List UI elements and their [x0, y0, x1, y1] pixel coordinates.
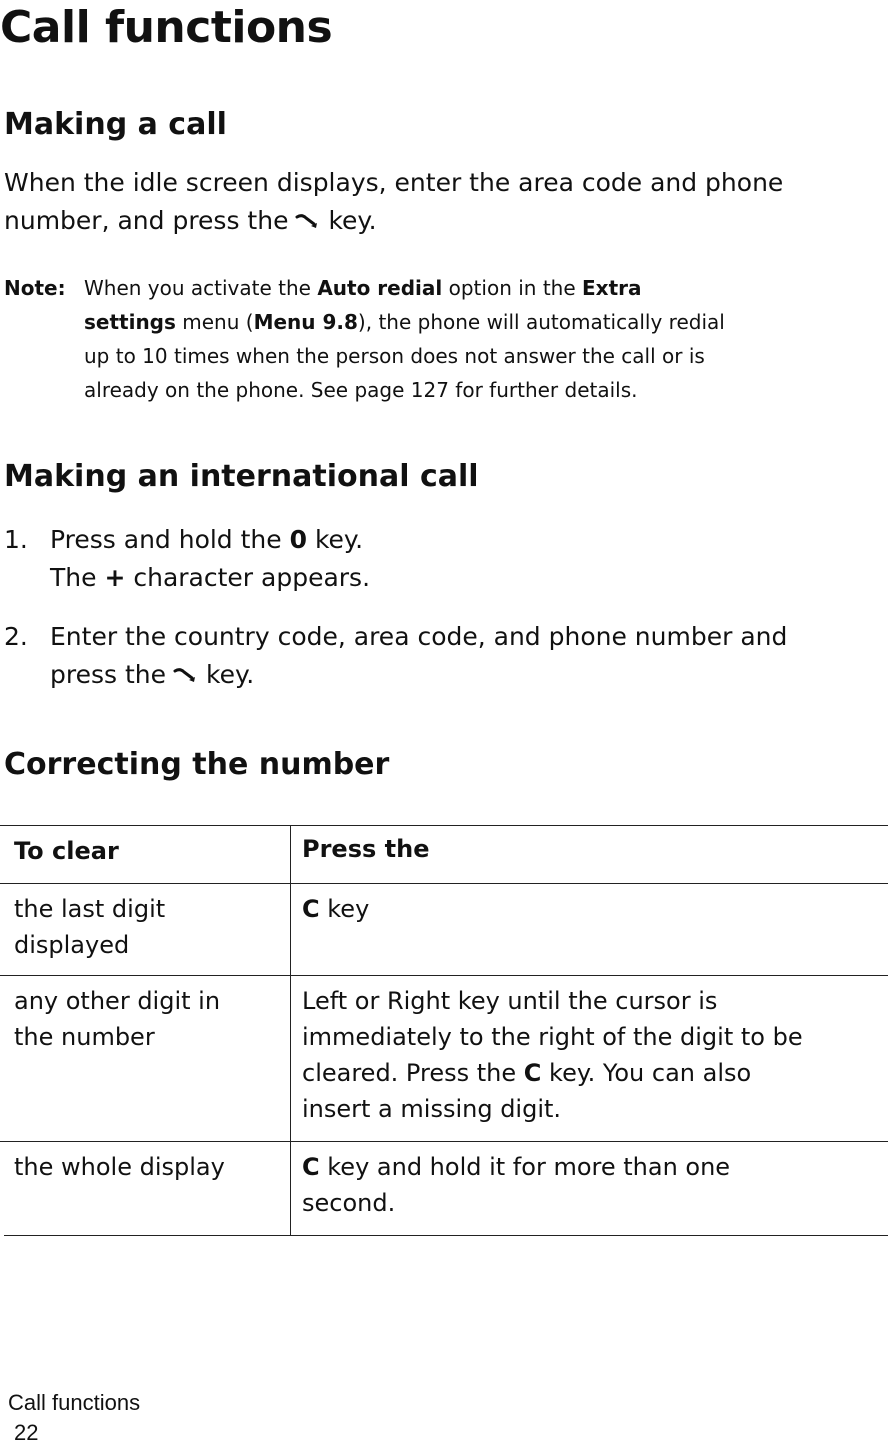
table-row-2-press-l3-post: key. You can also [549, 1059, 752, 1087]
section-heading-correcting-number: Correcting the number [4, 747, 390, 782]
table-row-3-press-line-2: second. [302, 1189, 396, 1217]
note-l2-bold-settings: settings [84, 310, 176, 334]
table-row-1-clear-line-1: the last digit [14, 895, 166, 923]
table-row-2-press-line-1: Left or Right key until the cursor is [302, 987, 718, 1015]
step-1-a-post: key. [314, 525, 364, 554]
table-row-2-press-line-3 [302, 1055, 751, 1091]
step-number-2: 2. [4, 622, 28, 651]
table-row-3-press-bold: C [302, 1153, 320, 1181]
table-row-3-press-line-1 [302, 1149, 730, 1185]
table-row-1-clear-line-2: displayed [14, 931, 130, 959]
note-l2-mid: menu ( [182, 310, 254, 334]
note-l1-bold-extra: Extra [582, 276, 642, 300]
section-heading-international-call: Making an international call [4, 459, 479, 494]
step-2-b-pre: press the [50, 660, 167, 689]
step-2-line-1: Enter the country code, area code, and phone number and [50, 622, 788, 651]
making-call-line-2-pre: number, and press the [4, 206, 289, 235]
note-line-3: up to 10 times when the person does not answer the call or is [84, 344, 705, 368]
correction-table [0, 825, 888, 1237]
table-row-2-press-line-4: insert a missing digit. [302, 1095, 562, 1123]
making-call-line-2 [4, 202, 377, 240]
table-row-3-clear-line-1: the whole display [14, 1153, 225, 1181]
note-l2-bold-menu: Menu 9.8 [253, 310, 358, 334]
table-row-1-press-bold: C [302, 895, 320, 923]
step-2-b-post: key. [206, 660, 255, 689]
step-1-b-pre: The [50, 563, 97, 592]
step-1-a-pre: Press and hold the [50, 525, 282, 554]
table-row-2-press-l3-pre: cleared. Press the [302, 1059, 517, 1087]
step-1-a-bold: 0 [289, 525, 308, 554]
table-row-3-press-text: key and hold it for more than one [319, 1153, 731, 1181]
step-1-line-1 [50, 521, 363, 559]
table-header-press-the: Press the [302, 835, 430, 863]
send-key-icon [294, 204, 322, 224]
table-header-to-clear: To clear [14, 837, 119, 865]
making-call-line-2-post: key. [328, 206, 377, 235]
table-row-2-press-l3-bold: C [523, 1059, 542, 1087]
table-rule-top [0, 825, 888, 826]
note-line-1 [84, 271, 884, 305]
step-2-line-2 [50, 656, 254, 694]
table-rule-row-2 [0, 1141, 888, 1142]
page-title: Call functions [0, 2, 333, 53]
table-row-2-clear-line-2: the number [14, 1023, 155, 1051]
step-1-line-2 [50, 559, 370, 597]
note-l1-pre: When you activate the [84, 276, 311, 300]
table-column-divider [290, 825, 291, 1235]
making-call-line-1: When the idle screen displays, enter the area code and phone [4, 168, 784, 197]
step-1-b-bold: + [104, 563, 126, 592]
table-row-2-clear-line-1: any other digit in [14, 987, 221, 1015]
step-number-1: 1. [4, 525, 28, 554]
table-rule-bottom [4, 1235, 888, 1236]
table-rule-row-1 [0, 975, 888, 976]
note-text [84, 271, 884, 407]
footer-page-number: 22 [14, 1420, 39, 1445]
note-l1-bold-auto-redial: Auto redial [317, 276, 443, 300]
send-key-icon [172, 658, 200, 678]
footer-section-name: Call functions [8, 1390, 141, 1415]
note-l1-mid: option in the [448, 276, 576, 300]
note-l2-post: ), the phone will automatically redial [357, 310, 725, 334]
table-row-1-press [302, 891, 369, 927]
table-row-2-press-line-2: immediately to the right of the digit to be [302, 1023, 803, 1051]
table-rule-header [0, 883, 888, 884]
note-line-2 [84, 305, 884, 339]
note-label: Note: [4, 276, 66, 300]
table-row-1-press-text: key [319, 895, 370, 923]
step-1-b-post: character appears. [133, 563, 371, 592]
note-line-4: already on the phone. See page 127 for further details. [84, 378, 638, 402]
section-heading-making-a-call: Making a call [4, 107, 227, 142]
